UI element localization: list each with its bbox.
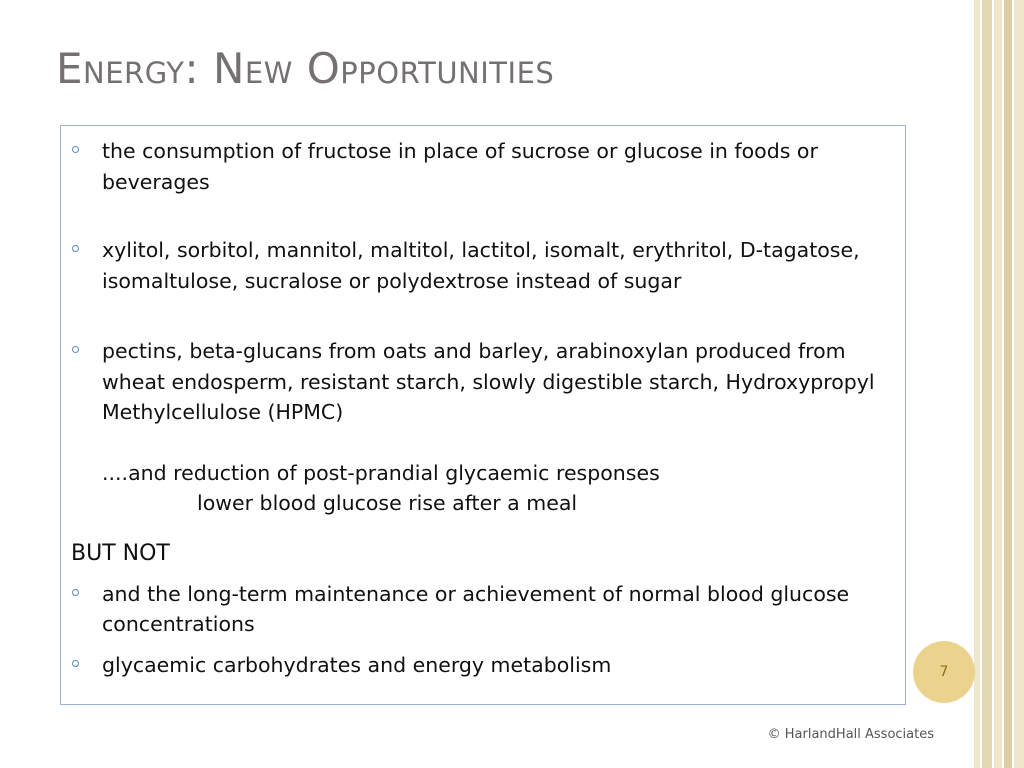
stripe-2 xyxy=(982,0,992,768)
bullet-text: the consumption of fructose in place of sucrose or glucose in foods or beverages xyxy=(102,139,818,194)
stripe-5 xyxy=(1014,0,1024,768)
decorative-stripes xyxy=(974,0,1024,768)
slide-title: Energy: New Opportunities xyxy=(56,44,555,93)
bullet-text: glycaemic carbohydrates and energy metabolism xyxy=(102,652,612,677)
bullet-ring-icon xyxy=(72,346,79,353)
page-number-badge: 7 xyxy=(913,641,975,703)
bullet-ring-icon xyxy=(72,660,79,667)
bullet-ring-icon xyxy=(72,146,79,153)
blood-glucose-line: lower blood glucose rise after a meal xyxy=(197,491,578,515)
bullet-ring-icon xyxy=(72,245,79,252)
bullet-text: and the long-term maintenance or achievement of normal blood glucose concentrations xyxy=(102,581,850,636)
bullet-item-long-term xyxy=(71,579,902,640)
stripe-4 xyxy=(1004,0,1012,768)
bullet-item-fibres xyxy=(71,336,902,519)
bullet-item-sweeteners xyxy=(71,235,902,296)
stripe-3 xyxy=(994,0,1002,768)
stripe-1 xyxy=(974,0,980,768)
bullet-item-energy-metabolism xyxy=(71,650,902,681)
bullet-item-fructose xyxy=(71,136,902,197)
but-not-heading: BUT NOT xyxy=(71,540,170,566)
bullet-ring-icon xyxy=(72,589,79,596)
glycaemic-response-line: ....and reduction of post-prandial glycaemic responses xyxy=(102,460,660,485)
bullet-text: pectins, beta-glucans from oats and barley, arabinoxylan produced from wheat endosperm, resistant starch, slowly digestible starch, Hydroxypropyl Methylcellulose (HPMC) xyxy=(102,339,875,424)
copyright-footer: © HarlandHall Associates xyxy=(767,727,934,742)
content-box xyxy=(60,125,906,705)
bullet-text: xylitol, sorbitol, mannitol, maltitol, lactitol, isomalt, erythritol, D-tagatose, isomaltulose, sucralose or polydextrose instead of sugar xyxy=(102,238,860,293)
